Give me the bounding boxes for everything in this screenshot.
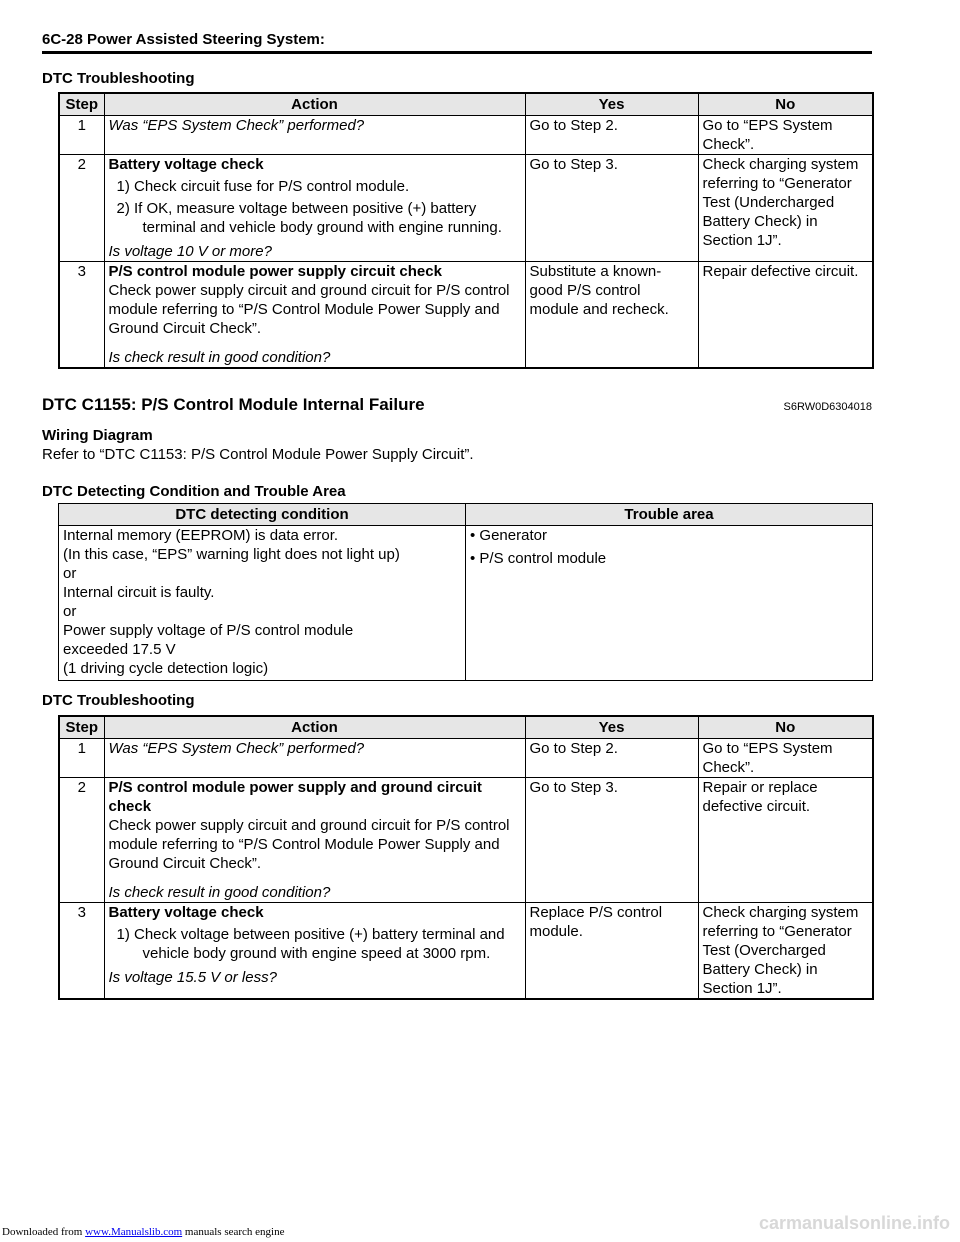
step-body: Check power supply circuit and ground circuit for P/S control module referring to “P/S Control Module Power Supply and Ground Circuit Check”. [108, 817, 510, 872]
col-detecting-condition: DTC detecting condition [59, 504, 466, 526]
troubleshooting-table-1 [58, 92, 874, 369]
step-number: 1 [59, 116, 104, 155]
step-body: Check power supply circuit and ground circuit for P/S control module referring to “P/S Control Module Power Supply and Ground Circuit Check”. [108, 282, 510, 337]
wiring-diagram-text: Refer to “DTC C1153: P/S Control Module Power Supply Circuit”. [42, 446, 474, 463]
manualslib-link[interactable]: www.Manualslib.com [85, 1226, 183, 1238]
step-item: 1) Check voltage between positive (+) battery terminal and vehicle body ground with engine speed at 3000 rpm. [116, 926, 505, 962]
section-label-dtc-troubleshooting-1: DTC Troubleshooting [42, 70, 195, 87]
yes-cell: Substitute a known-good P/S control module and recheck. [525, 262, 698, 369]
step-number: 3 [59, 903, 104, 1000]
col-no: No [698, 716, 873, 739]
step-question: Is check result in good condition? [108, 349, 331, 366]
detecting-condition-cell [59, 526, 466, 681]
no-cell: Go to “EPS System Check”. [698, 739, 873, 778]
table-row [59, 116, 873, 155]
section-label-dtc-troubleshooting-2: DTC Troubleshooting [42, 692, 195, 709]
download-footer [2, 1223, 284, 1242]
col-yes: Yes [525, 716, 698, 739]
table-row [59, 739, 873, 778]
step-number: 2 [59, 778, 104, 903]
col-action: Action [104, 93, 525, 116]
col-no: No [698, 93, 873, 116]
dtc-heading-text: DTC C1155: P/S Control Module Internal Failure [42, 395, 425, 414]
col-step: Step [59, 93, 104, 116]
footer-suffix: manuals search engine [182, 1226, 285, 1238]
step-question: Is check result in good condition? [108, 884, 331, 901]
action-cell [104, 262, 525, 369]
no-cell: Check charging system referring to “Generator Test (Undercharged Battery Check) in Section 1J”. [698, 155, 873, 262]
yes-cell: Go to Step 2. [525, 116, 698, 155]
no-cell: Repair defective circuit. [698, 262, 873, 369]
step-item: 2) If OK, measure voltage between positive (+) battery terminal and vehicle body ground with engine running. [116, 200, 502, 236]
table-header-row [59, 504, 873, 526]
trouble-area-item: • P/S control module [470, 550, 607, 567]
yes-cell: Go to Step 3. [525, 155, 698, 262]
step-number: 2 [59, 155, 104, 262]
step-question: Is voltage 15.5 V or less? [108, 969, 277, 986]
condition-line: or [63, 565, 77, 582]
col-yes: Yes [525, 93, 698, 116]
yes-cell: Go to Step 2. [525, 739, 698, 778]
action-cell [104, 155, 525, 262]
step-title: P/S control module power supply circuit check [108, 263, 442, 280]
step-title: Battery voltage check [108, 156, 264, 173]
trouble-area-item: • Generator [470, 527, 547, 544]
action-cell [104, 778, 525, 903]
action-cell [104, 116, 525, 155]
yes-cell: Replace P/S control module. [525, 903, 698, 1000]
no-cell: Check charging system referring to “Generator Test (Overcharged Battery Check) in Section 1J”. [698, 903, 873, 1000]
table-row [59, 903, 873, 1000]
no-cell: Go to “EPS System Check”. [698, 116, 873, 155]
trouble-area-cell [466, 526, 873, 681]
step-question: Is voltage 10 V or more? [108, 243, 272, 260]
step-number: 3 [59, 262, 104, 369]
action-cell [104, 739, 525, 778]
step-number: 1 [59, 739, 104, 778]
page-header: 6C-28 Power Assisted Steering System: [42, 31, 325, 48]
table-header-row [59, 716, 873, 739]
watermark: carmanualsonline.info [758, 1213, 950, 1233]
col-trouble-area: Trouble area [466, 504, 873, 526]
table-row [59, 778, 873, 903]
table-row [59, 262, 873, 369]
step-item: 1) Check circuit fuse for P/S control module. [116, 178, 410, 195]
step-question: Was “EPS System Check” performed? [108, 117, 365, 134]
footer-prefix: Downloaded from [2, 1226, 86, 1238]
detecting-condition-table [58, 503, 873, 681]
yes-cell: Go to Step 3. [525, 778, 698, 903]
detecting-condition-label: DTC Detecting Condition and Trouble Area [42, 483, 346, 500]
condition-line: or [63, 603, 77, 620]
dtc-heading [42, 395, 872, 414]
troubleshooting-table-2 [58, 715, 874, 1000]
condition-line: (In this case, “EPS” warning light does not light up) [63, 546, 400, 563]
col-action: Action [104, 716, 525, 739]
dtc-ref-code: S6RW0D6304018 [783, 401, 872, 413]
condition-line: Power supply voltage of P/S control module exceeded 17.5 V [63, 622, 354, 658]
condition-line: Internal circuit is faulty. [63, 584, 215, 601]
condition-line: Internal memory (EEPROM) is data error. [63, 527, 339, 544]
step-title: Battery voltage check [108, 904, 264, 921]
action-cell [104, 903, 525, 1000]
step-title: P/S control module power supply and ground circuit check [108, 779, 482, 815]
no-cell: Repair or replace defective circuit. [698, 778, 873, 903]
table-row [59, 526, 873, 681]
table-header-row [59, 93, 873, 116]
condition-line: (1 driving cycle detection logic) [63, 660, 269, 677]
step-question: Was “EPS System Check” performed? [108, 740, 365, 757]
table-row [59, 155, 873, 262]
wiring-diagram-label: Wiring Diagram [42, 427, 153, 444]
col-step: Step [59, 716, 104, 739]
header-rule [42, 51, 872, 54]
